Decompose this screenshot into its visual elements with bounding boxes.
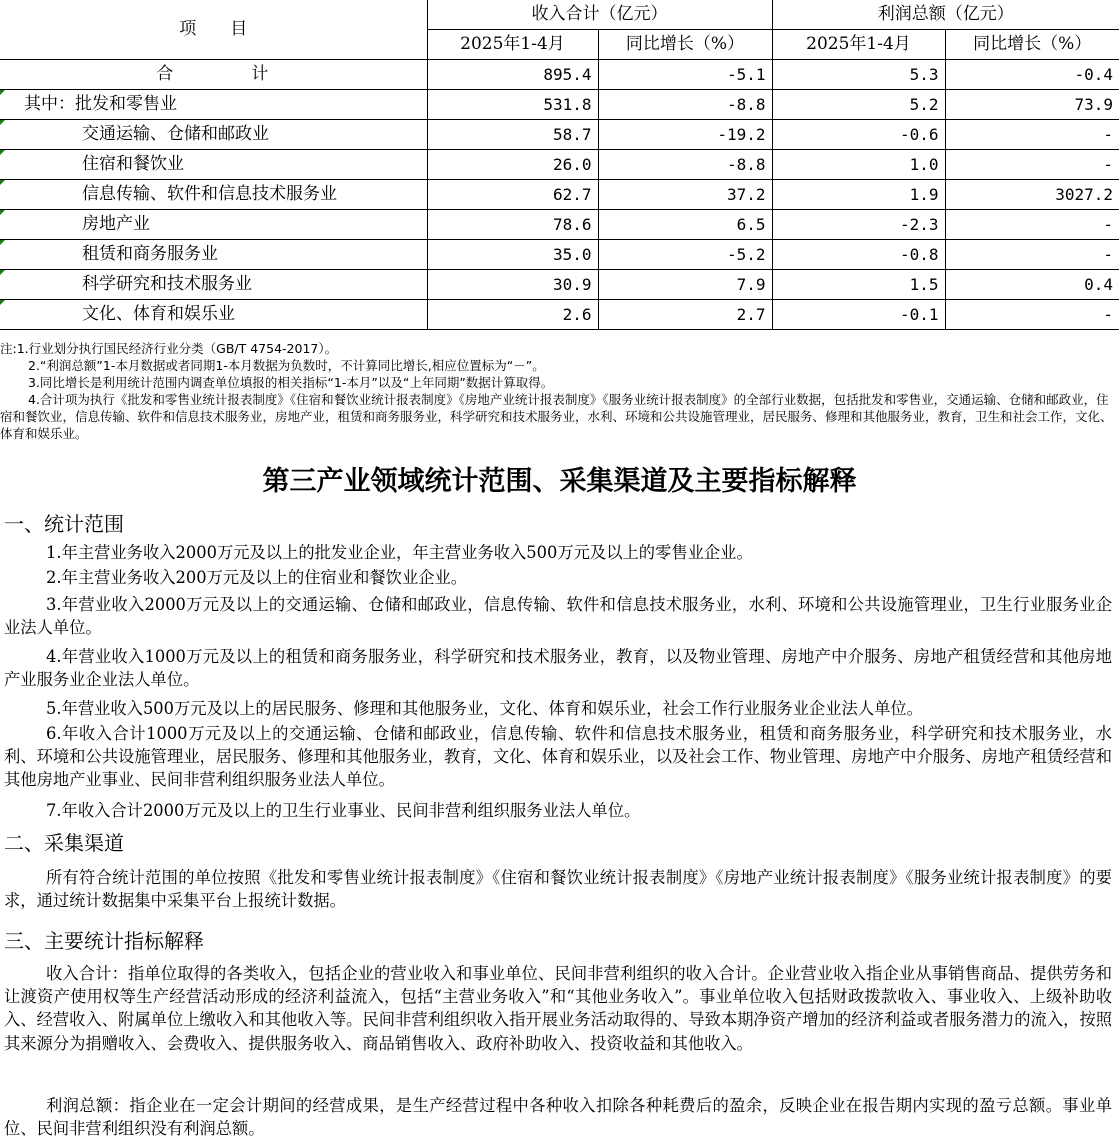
note-4: 4.合计项为执行《批发和零售业统计报表制度》《住宿和餐饮业统计报表制度》《房地产业统计报表制度》《服务业统计报表制度》的全部行业数据，包括批发和零售业，交通运输、仓储和邮政业，住宿和餐饮业，信息传输、软件和信息技术服务业，房地产业，租赁和商务服务业，科学研究和技术服务业，水利、环境和公共设施管理业，居民服务、修理和其他服务业，教育，卫生和社会工作，文化、体育和娱乐业。 bbox=[0, 392, 1113, 441]
revenue-value: 26.0 bbox=[427, 150, 598, 180]
table-row bbox=[0, 210, 1119, 240]
statistics-table bbox=[0, 0, 1119, 330]
row-name: 合 计 bbox=[0, 60, 427, 90]
revenue-value: 62.7 bbox=[427, 180, 598, 210]
table-row bbox=[0, 300, 1119, 330]
header-profit: 利润总额（亿元） bbox=[772, 0, 1119, 30]
revenue-growth: -8.8 bbox=[598, 90, 772, 120]
paragraph: 6.年收入合计1000万元及以上的交通运输、仓储和邮政业，信息传输、软件和信息技术服务业，租赁和商务服务业，科学研究和技术服务业，水利、环境和公共设施管理业，居民服务、修理和其他服务业，教育，文化、体育和娱乐业，以及社会工作、物业管理、房地产中介服务、房地产租赁经营和其他房地产业事业、民间非营利组织服务业法人单位。 bbox=[4, 724, 1112, 790]
revenue-value: 531.8 bbox=[427, 90, 598, 120]
profit-growth: 73.9 bbox=[945, 90, 1119, 120]
header-profit-growth: 同比增长（%） bbox=[945, 30, 1119, 60]
paragraph: 1.年主营业务收入2000万元及以上的批发业企业，年主营业务收入500万元及以上的零售业企业。 bbox=[46, 543, 753, 562]
table-row bbox=[0, 150, 1119, 180]
revenue-value: 35.0 bbox=[427, 240, 598, 270]
revenue-growth: 6.5 bbox=[598, 210, 772, 240]
note-3: 3.同比增长是利用统计范围内调查单位填报的相关指标“1-本月”以及“上年同期”数据计算取得。 bbox=[28, 375, 554, 390]
profit-value: 5.2 bbox=[772, 90, 945, 120]
row-name: 房地产业 bbox=[0, 210, 427, 240]
profit-value: -0.8 bbox=[772, 240, 945, 270]
revenue-value: 895.4 bbox=[427, 60, 598, 90]
profit-growth: - bbox=[945, 120, 1119, 150]
paragraph: 2.年主营业务收入200万元及以上的住宿业和餐饮业企业。 bbox=[46, 568, 468, 587]
profit-value: 5.3 bbox=[772, 60, 945, 90]
row-name: 住宿和餐饮业 bbox=[0, 150, 427, 180]
header-revenue: 收入合计（亿元） bbox=[427, 0, 772, 30]
profit-value: 1.5 bbox=[772, 270, 945, 300]
paragraph: 4.年营业收入1000万元及以上的租赁和商务服务业，科学研究和技术服务业，教育，以及物业管理、房地产中介服务、房地产租赁经营和其他房地产业服务业企业法人单位。 bbox=[4, 647, 1112, 690]
section-heading-scope: 一、统计范围 bbox=[4, 512, 124, 536]
note-2: 2.“利润总额”1-本月数据或者同期1-本月数据为负数时，不计算同比增长,相应位置标为“－”。 bbox=[28, 358, 545, 373]
revenue-growth: -8.8 bbox=[598, 150, 772, 180]
table-row bbox=[0, 60, 1119, 90]
revenue-growth: -19.2 bbox=[598, 120, 772, 150]
profit-growth: - bbox=[945, 210, 1119, 240]
revenue-value: 30.9 bbox=[427, 270, 598, 300]
paragraph: 5.年营业收入500万元及以上的居民服务、修理和其他服务业，文化、体育和娱乐业，社会工作行业服务业企业法人单位。 bbox=[46, 699, 923, 718]
profit-value: -2.3 bbox=[772, 210, 945, 240]
row-name: 科学研究和技术服务业 bbox=[0, 270, 427, 300]
revenue-value: 58.7 bbox=[427, 120, 598, 150]
row-name: 交通运输、仓储和邮政业 bbox=[0, 120, 427, 150]
paragraph: 7.年收入合计2000万元及以上的卫生行业事业、民间非营利组织服务业法人单位。 bbox=[46, 801, 641, 820]
profit-growth: - bbox=[945, 150, 1119, 180]
revenue-growth: 7.9 bbox=[598, 270, 772, 300]
section-heading-channel: 二、采集渠道 bbox=[4, 831, 124, 855]
table-row bbox=[0, 90, 1119, 120]
row-name: 租赁和商务服务业 bbox=[0, 240, 427, 270]
paragraph: 3.年营业收入2000万元及以上的交通运输、仓储和邮政业，信息传输、软件和信息技术服务业，水利、环境和公共设施管理业，卫生行业服务业企业法人单位。 bbox=[4, 595, 1112, 638]
profit-growth: -0.4 bbox=[945, 60, 1119, 90]
table-row bbox=[0, 270, 1119, 300]
profit-growth: - bbox=[945, 240, 1119, 270]
revenue-value: 2.6 bbox=[427, 300, 598, 330]
profit-value: 1.9 bbox=[772, 180, 945, 210]
revenue-growth: -5.1 bbox=[598, 60, 772, 90]
revenue-growth: 37.2 bbox=[598, 180, 772, 210]
revenue-growth: -5.2 bbox=[598, 240, 772, 270]
table-row bbox=[0, 180, 1119, 210]
page-title: 第三产业领域统计范围、采集渠道及主要指标解释 bbox=[262, 466, 857, 497]
paragraph: 所有符合统计范围的单位按照《批发和零售业统计报表制度》《住宿和餐饮业统计报表制度》《房地产业统计报表制度》《服务业统计报表制度》的要求，通过统计数据集中采集平台上报统计数据。 bbox=[4, 868, 1112, 911]
note-1: 注:1.行业划分执行国民经济行业分类（GB/T 4754-2017）。 bbox=[0, 341, 338, 356]
table-row bbox=[0, 120, 1119, 150]
row-name: 信息传输、软件和信息技术服务业 bbox=[0, 180, 427, 210]
header-profit-period: 2025年1-4月 bbox=[772, 30, 945, 60]
profit-growth: - bbox=[945, 300, 1119, 330]
row-name: 文化、体育和娱乐业 bbox=[0, 300, 427, 330]
profit-value: -0.6 bbox=[772, 120, 945, 150]
profit-growth: 0.4 bbox=[945, 270, 1119, 300]
table-notes bbox=[0, 340, 1115, 442]
paragraph: 收入合计：指单位取得的各类收入，包括企业的营业收入和事业单位、民间非营利组织的收入合计。企业营业收入指企业从事销售商品、提供劳务和让渡资产使用权等生产经营活动形成的经济利益流入，包括“主营业务收入”和“其他业务收入”。事业单位收入包括财政拨款收入、事业收入、上级补助收入、经营收入、附属单位上缴收入和其他收入等。民间非营利组织收入指开展业务活动取得的、导致本期净资产增加的经济利益或者服务潜力的流入，按照其来源分为捐赠收入、会费收入、提供服务收入、商品销售收入、政府补助收入、投资收益和其他收入。 bbox=[4, 964, 1112, 1053]
header-revenue-growth: 同比增长（%） bbox=[598, 30, 772, 60]
table-row bbox=[0, 240, 1119, 270]
section-heading-indicators: 三、主要统计指标解释 bbox=[4, 929, 204, 953]
revenue-growth: 2.7 bbox=[598, 300, 772, 330]
header-revenue-period: 2025年1-4月 bbox=[427, 30, 598, 60]
row-name: 其中：批发和零售业 bbox=[0, 90, 427, 120]
profit-value: 1.0 bbox=[772, 150, 945, 180]
profit-value: -0.1 bbox=[772, 300, 945, 330]
header-item: 项 目 bbox=[0, 0, 427, 60]
paragraph: 利润总额：指企业在一定会计期间的经营成果，是生产经营过程中各种收入扣除各种耗费后的盈余，反映企业在报告期内实现的盈亏总额。事业单位、民间非营利组织没有利润总额。 bbox=[4, 1096, 1112, 1139]
profit-growth: 3027.2 bbox=[945, 180, 1119, 210]
revenue-value: 78.6 bbox=[427, 210, 598, 240]
